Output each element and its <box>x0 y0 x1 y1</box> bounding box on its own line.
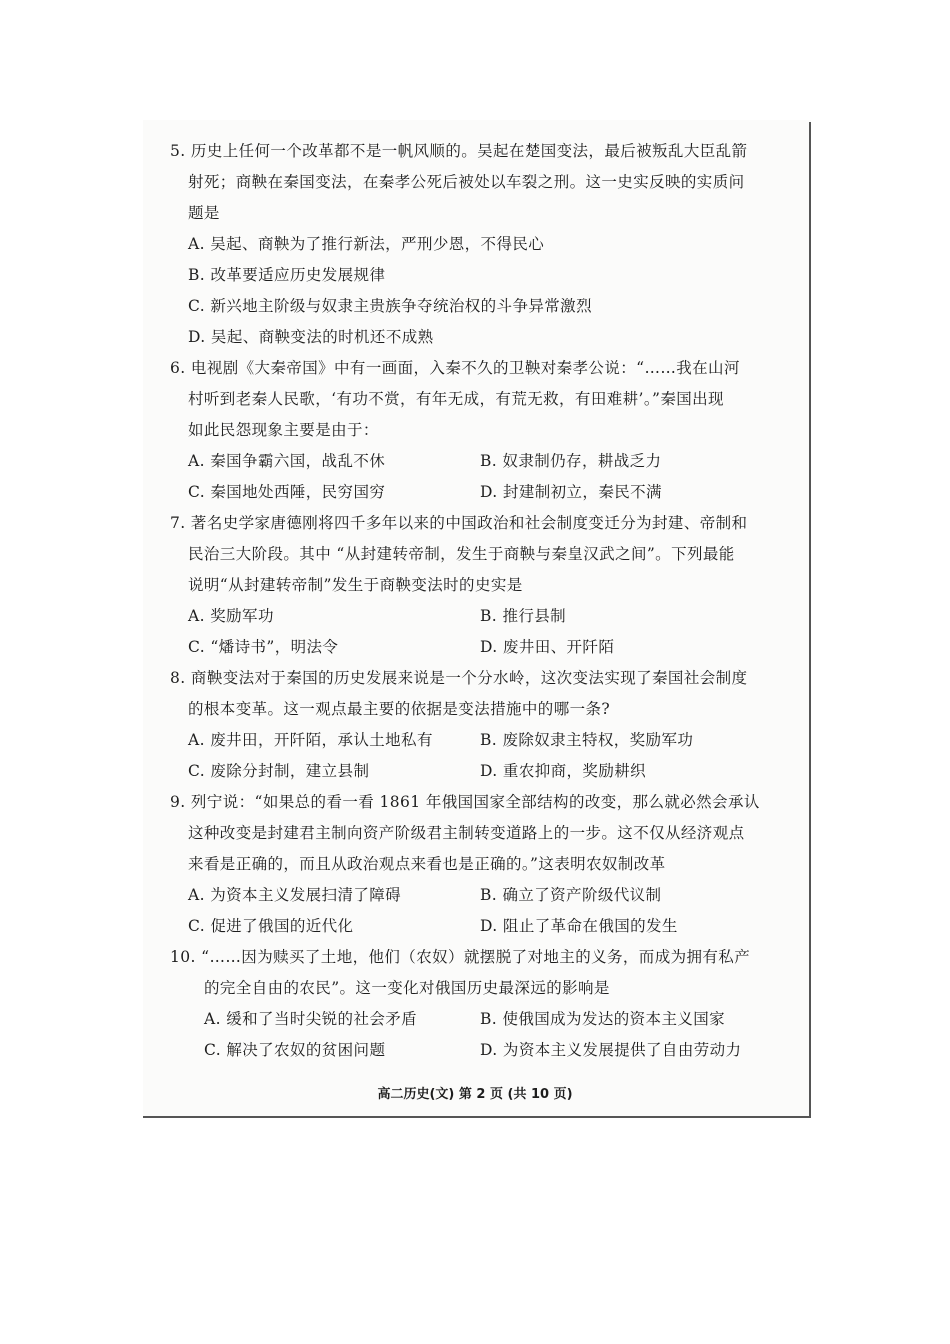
q9-option-c: C. 促进了俄国的近代化 <box>188 917 354 935</box>
q8-stem-line-1: 8. 商鞅变法对于秦国的历史发展来说是一个分水岭，这次变法实现了秦国社会制度 <box>170 669 748 687</box>
q6-option-a: A. 秦国争霸六国，战乱不休 <box>188 452 386 470</box>
q10-option-c: C. 解决了农奴的贫困问题 <box>204 1041 386 1059</box>
q6-option-c: C. 秦国地处西陲，民穷国穷 <box>188 483 386 501</box>
q5-option-a: A. 吴起、商鞅为了推行新法，严刑少恩，不得民心 <box>188 235 545 253</box>
q5-option-d: D. 吴起、商鞅变法的时机还不成熟 <box>188 328 434 346</box>
q9-option-b: B. 确立了资产阶级代议制 <box>480 886 662 904</box>
q7-option-a: A. 奖励军功 <box>188 607 274 625</box>
q7-stem-line-3: 说明“从封建转帝制”发生于商鞅变法时的史实是 <box>188 576 523 594</box>
q5-stem-line-1: 5. 历史上任何一个改革都不是一帆风顺的。吴起在楚国变法，最后被叛乱大臣乱箭 <box>170 142 748 160</box>
q9-option-d: D. 阻止了革命在俄国的发生 <box>480 917 678 935</box>
q10-stem-line-1: 10. “……因为赎买了土地，他们（农奴）就摆脱了对地主的义务，而成为拥有私产 <box>170 948 751 966</box>
q10-option-b: B. 使俄国成为发达的资本主义国家 <box>480 1010 726 1028</box>
q8-option-d: D. 重农抑商，奖励耕织 <box>480 762 647 780</box>
q8-stem-line-2: 的根本变革。这一观点最主要的依据是变法措施中的哪一条? <box>188 700 611 718</box>
q6-stem-line-2: 村听到老秦人民歌，‘有功不赏，有年无成，有荒无救，有田难耕’。”秦国出现 <box>188 390 724 408</box>
q6-stem-line-1: 6. 电视剧《大秦帝国》中有一画面，入秦不久的卫鞅对秦孝公说：“……我在山河 <box>170 359 740 377</box>
q6-stem-line-3: 如此民怨现象主要是由于： <box>188 421 379 439</box>
page-border-right <box>809 122 811 1118</box>
q8-option-c: C. 废除分封制，建立县制 <box>188 762 370 780</box>
q9-option-a: A. 为资本主义发展扫清了障碍 <box>188 886 402 904</box>
q8-option-b: B. 废除奴隶主特权，奖励军功 <box>480 731 694 749</box>
q10-stem-line-2: 的完全自由的农民”。这一变化对俄国历史最深远的影响是 <box>204 979 610 997</box>
q10-option-a: A. 缓和了当时尖锐的社会矛盾 <box>204 1010 418 1028</box>
q5-stem-line-2: 射死；商鞅在秦国变法，在秦孝公死后被处以车裂之刑。这一史实反映的实质问 <box>188 173 745 191</box>
q7-option-d: D. 废井田、开阡陌 <box>480 638 615 656</box>
q9-stem-line-2: 这种改变是封建君主制向资产阶级君主制转变道路上的一步。这不仅从经济观点 <box>188 824 745 842</box>
q7-stem-line-1: 7. 著名史学家唐德刚将四千多年以来的中国政治和社会制度变迁分为封建、帝制和 <box>170 514 748 532</box>
q5-stem-line-3: 题是 <box>188 204 220 222</box>
q7-stem-line-2: 民治三大阶段。其中 “从封建转帝制，发生于商鞅与秦皇汉武之间”。下列最能 <box>188 545 735 563</box>
q7-option-b: B. 推行县制 <box>480 607 567 625</box>
q9-stem-line-3: 来看是正确的，而且从政治观点来看也是正确的。”这表明农奴制改革 <box>188 855 666 873</box>
q5-option-b: B. 改革要适应历史发展规律 <box>188 266 386 284</box>
q8-option-a: A. 废井田，开阡陌，承认土地私有 <box>188 731 433 749</box>
q7-option-c: C. “燔诗书”，明法令 <box>188 638 339 656</box>
q9-stem-line-1: 9. 列宁说：“如果总的看一看 1861 年俄国国家全部结构的改变，那么就必然会承认 <box>170 793 760 811</box>
q10-option-d: D. 为资本主义发展提供了自由劳动力 <box>480 1041 742 1059</box>
page-footer: 高二历史(文) 第 2 页 (共 10 页) <box>377 1087 573 1102</box>
q6-option-d: D. 封建制初立，秦民不满 <box>480 483 662 501</box>
page-border-bottom <box>143 1116 811 1118</box>
q6-option-b: B. 奴隶制仍存，耕战乏力 <box>480 452 662 470</box>
q5-option-c: C. 新兴地主阶级与奴隶主贵族争夺统治权的斗争异常激烈 <box>188 297 592 315</box>
